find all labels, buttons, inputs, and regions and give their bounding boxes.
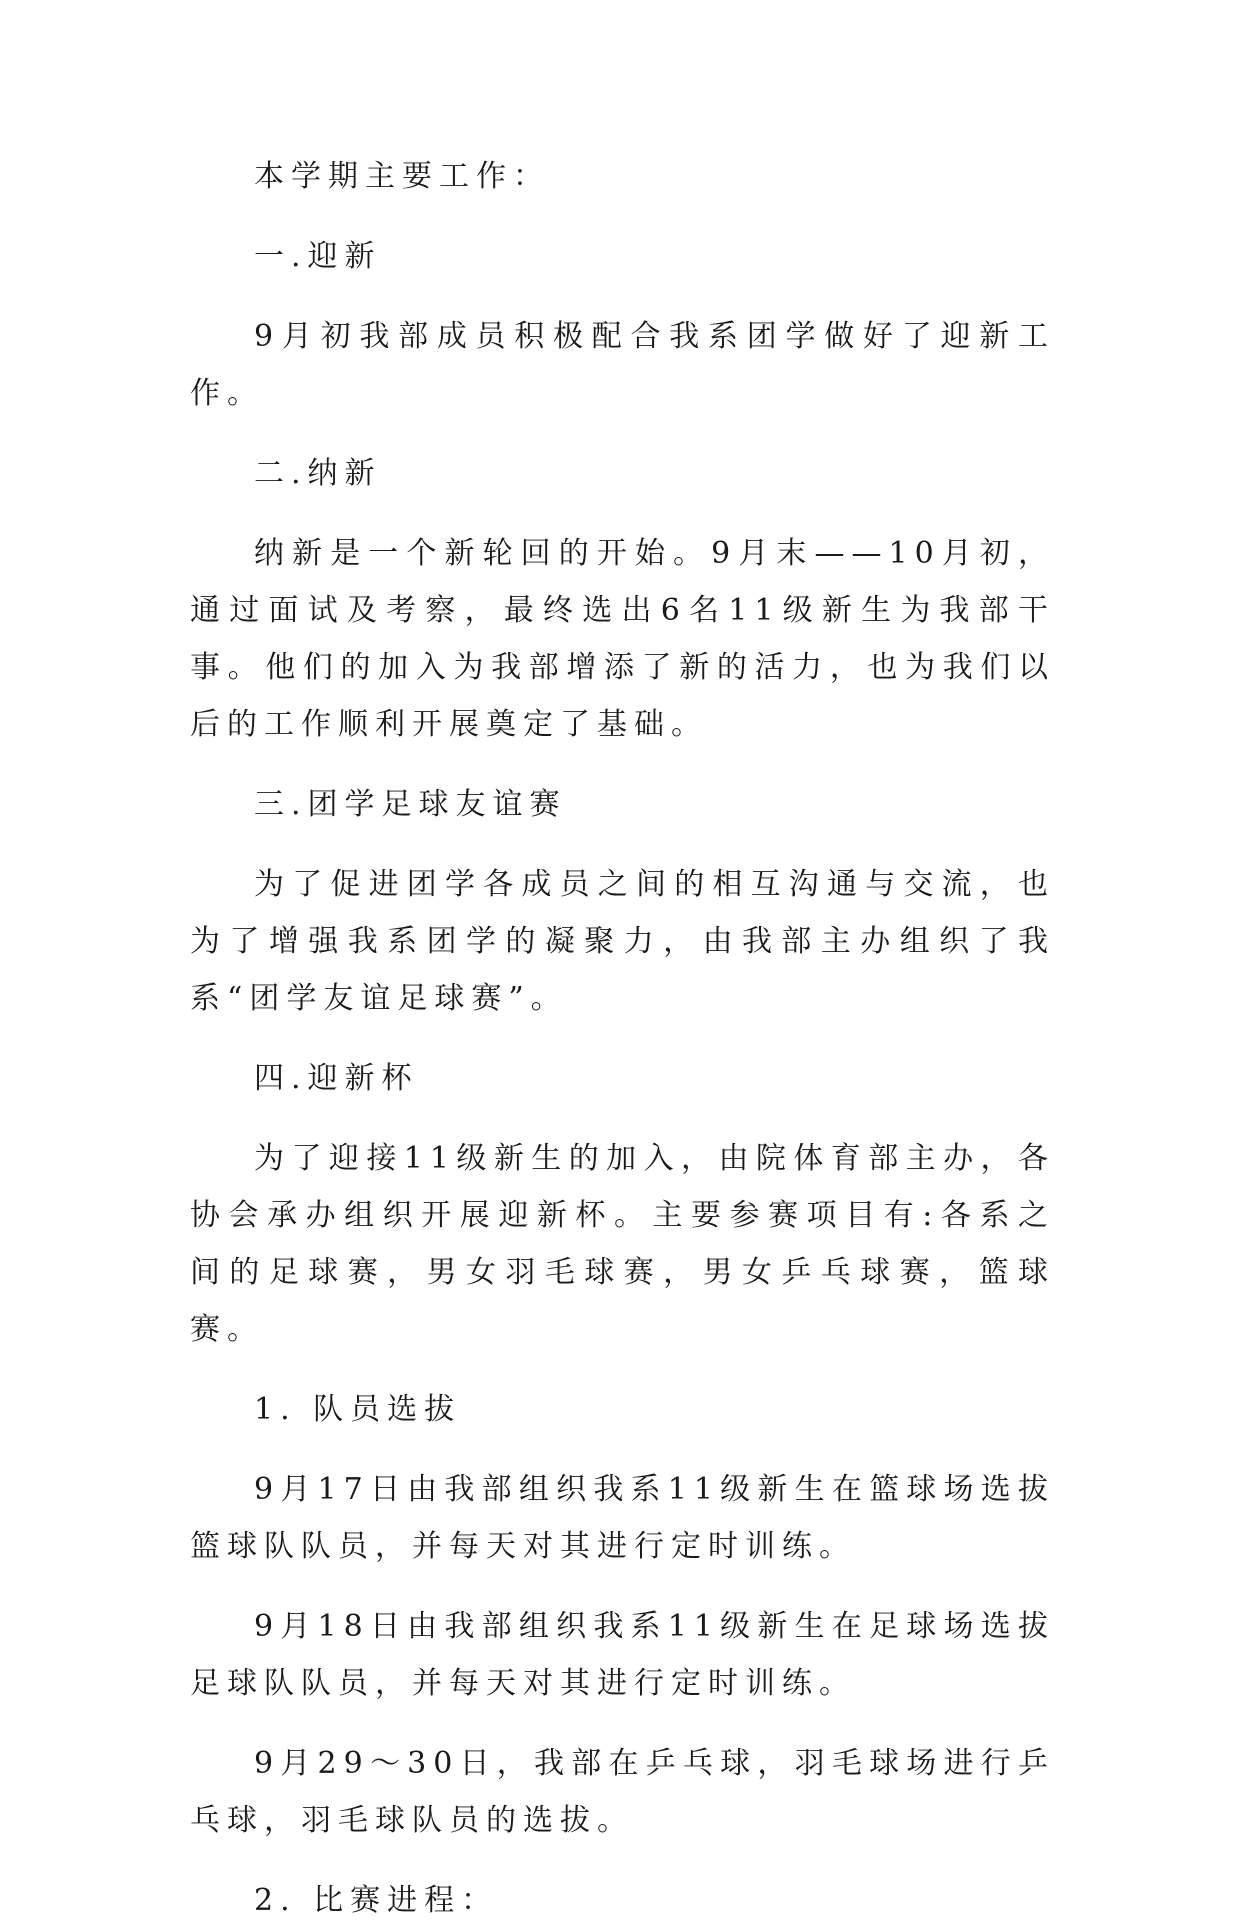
section-heading-recruitment: 二.纳新 (254, 456, 382, 491)
subheading-match-process: 2. 比赛进程： (254, 1883, 499, 1918)
paragraph-welcome-cup: 为了迎接11级新生的加入，由院体育部主办，各协会承办组织开展迎新杯。主要参赛项目有:各系之间的足球赛，男女羽毛球赛，男女乒乓球赛，篮球赛。 (190, 1141, 1055, 1347)
section-heading-welcome-cup: 四.迎新杯 (254, 1061, 419, 1096)
paragraph-basketball-selection: 9月17日由我部组织我系11级新生在篮球场选拔篮球队队员，并每天对其进行定时训练。 (190, 1472, 1055, 1564)
paragraph-welcome: 9月初我部成员积极配合我系团学做好了迎新工作。 (190, 319, 1055, 411)
paragraph-racket-selection: 9月29～30日，我部在乒乓球，羽毛球场进行乒乓球，羽毛球队员的选拔。 (190, 1746, 1055, 1838)
section-heading-main-work: 本学期主要工作： (254, 159, 550, 194)
paragraph-football-selection: 9月18日由我部组织我系11级新生在足球场选拔足球队队员，并每天对其进行定时训练。 (190, 1609, 1055, 1701)
paragraph-football-friendly: 为了促进团学各成员之间的相互沟通与交流，也为了增强我系团学的凝聚力，由我部主办组织了我系“团学友谊足球赛”。 (190, 867, 1055, 1016)
section-heading-football-friendly: 三.团学足球友谊赛 (254, 787, 567, 822)
section-heading-welcome: 一.迎新 (254, 239, 382, 274)
paragraph-recruitment: 纳新是一个新轮回的开始。9月末——10月初，通过面试及考察，最终选出6名11级新生为我部干事。他们的加入为我部增添了新的活力，也为我们以后的工作顺利开展奠定了基础。 (190, 536, 1055, 742)
subheading-player-selection: 1. 队员选拔 (254, 1392, 462, 1427)
